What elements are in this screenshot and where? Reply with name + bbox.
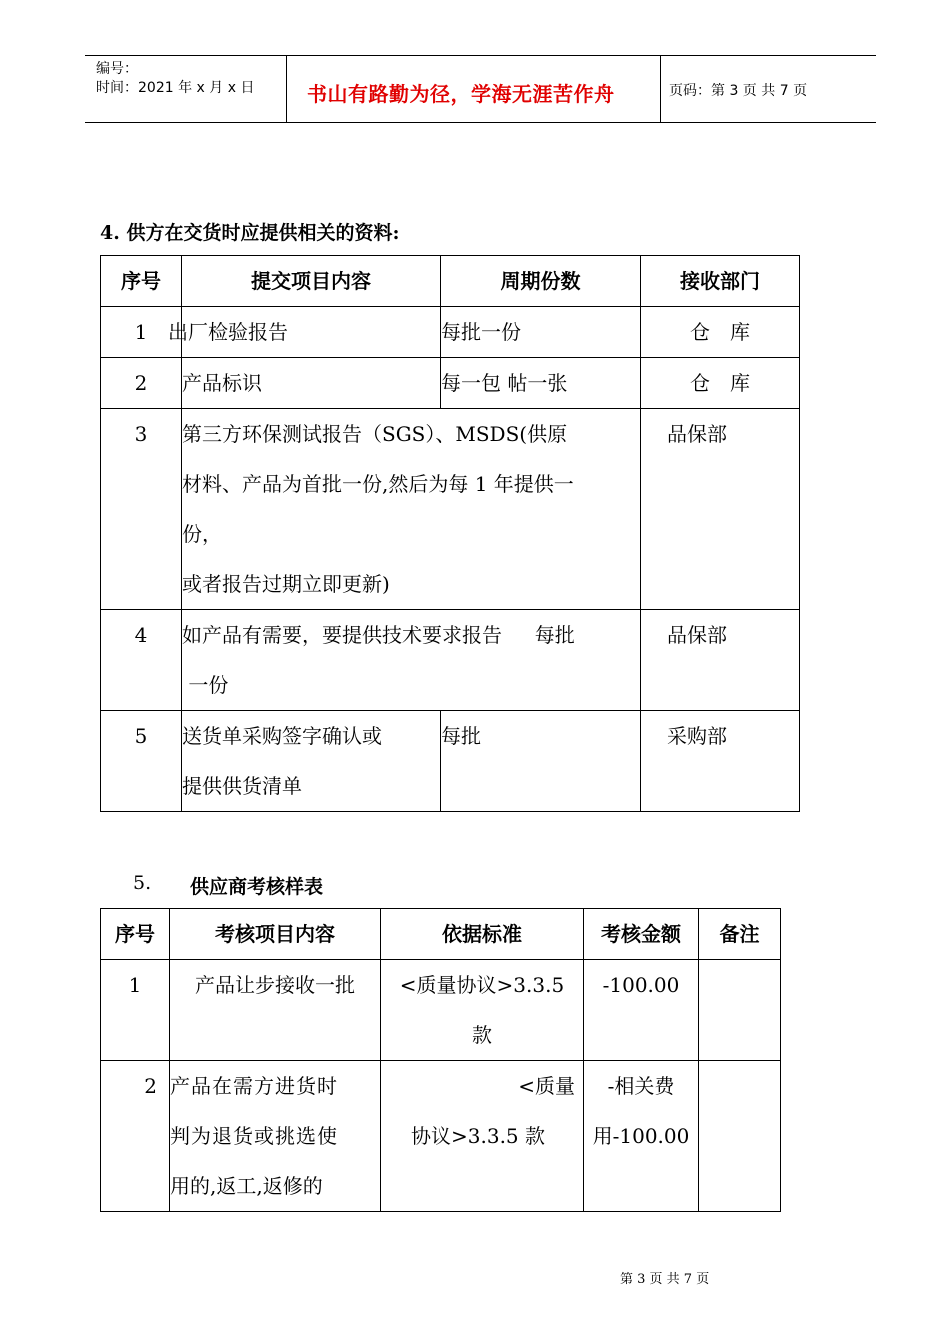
header-cell-no: 序号 — [101, 256, 182, 307]
row-period: 每批一份 — [441, 307, 641, 358]
row-item-line: 判为退货或挑选使 — [170, 1124, 338, 1148]
row-amount-line: 用-100.00 — [592, 1124, 690, 1148]
row-item-cell — [168, 307, 441, 358]
row-dept: 采购部 — [641, 711, 800, 812]
row-basis-cell — [381, 960, 584, 1061]
header-divider-right — [660, 55, 661, 123]
row-no: 4 — [101, 610, 182, 711]
row-no: 1 — [101, 307, 182, 358]
header-cell-amount: 考核金额 — [584, 909, 699, 960]
table-header-row — [101, 909, 781, 960]
row-dept: 仓 库 — [641, 358, 800, 409]
header-number-label: 编号： — [96, 61, 138, 77]
row-basis-line: <质量协议>3.3.5 — [399, 973, 565, 997]
row-item: 产品标识 — [182, 358, 441, 409]
header-page-label: 页码：第 3 页 共 7 页 — [669, 83, 808, 99]
row-basis-cell — [381, 1061, 584, 1212]
row-note — [699, 1061, 781, 1212]
row-note — [699, 960, 781, 1061]
row-item-line: 材料、产品为首批一份,然后为每 1 年提供一 — [182, 472, 574, 496]
row-dept: 品保部 — [641, 610, 800, 711]
row-no: 2 — [101, 358, 182, 409]
row-dept: 仓 库 — [641, 307, 800, 358]
header-cell-no: 序号 — [101, 909, 170, 960]
section-5-number: 5. — [133, 872, 152, 894]
row-item-line: 用的,返工,返修的 — [170, 1174, 323, 1198]
header-cell-note: 备注 — [699, 909, 781, 960]
row-amount-line: -相关费 — [607, 1074, 675, 1098]
row-item: 产品让步接收一批 — [170, 960, 381, 1061]
section-5-title: 供应商考核样表 — [190, 876, 324, 898]
row-item-line: 一份 — [182, 673, 229, 697]
row-basis-line: <质量 — [518, 1074, 575, 1098]
row-item-line: 第三方环保测试报告（SGS）、MSDS(供原 — [182, 422, 568, 446]
row-period: 每一包 帖一张 — [441, 358, 641, 409]
row-no: 1 — [101, 960, 170, 1061]
row-no: 2 — [101, 1061, 170, 1212]
header-time-label: 时间：2021 年 x 月 x 日 — [96, 80, 255, 96]
table-row — [101, 358, 800, 409]
table-row — [101, 960, 781, 1061]
header-cell-period: 周期份数 — [441, 256, 641, 307]
table-row — [101, 409, 800, 610]
row-item-line: 份， — [182, 522, 222, 546]
row-item-cell — [170, 1061, 381, 1212]
row-item: 出厂检验报告 — [168, 320, 288, 344]
table-row — [101, 711, 800, 812]
row-no: 5 — [101, 711, 182, 812]
header-divider-left — [286, 55, 287, 123]
table-row — [101, 1061, 781, 1212]
row-amount: -100.00 — [584, 960, 699, 1061]
row-period: 每批 — [441, 711, 641, 812]
row-item-line: 或者报告过期立即更新) — [182, 572, 390, 596]
header-cell-item: 考核项目内容 — [170, 909, 381, 960]
table-row — [101, 307, 800, 358]
row-basis-line: 协议>3.3.5 款 — [411, 1124, 546, 1148]
header-cell-item: 提交项目内容 — [182, 256, 441, 307]
row-item-line: 送货单采购签字确认或 — [182, 724, 382, 748]
row-item-cell — [182, 610, 641, 711]
table-header-row — [101, 256, 800, 307]
header-bottom-rule — [85, 122, 876, 123]
footer-page-number: 第 3 页 共 7 页 — [620, 1272, 710, 1287]
row-no: 3 — [101, 409, 182, 610]
row-item-cell — [182, 711, 441, 812]
section-4-title: 4. 供方在交货时应提供相关的资料: — [100, 222, 400, 244]
row-basis-line: 款 — [472, 1023, 492, 1047]
supplier-assessment-table — [100, 908, 781, 1212]
row-amount-cell — [584, 1061, 699, 1212]
row-item-line: 如产品有需要，要提供技术要求报告 每批 — [182, 623, 575, 647]
header-cell-basis: 依据标准 — [381, 909, 584, 960]
row-dept: 品保部 — [641, 409, 800, 610]
row-item-line: 提供供货清单 — [182, 774, 302, 798]
header-motto: 书山有路勤为径，学海无涯苦作舟 — [307, 82, 615, 106]
table-row — [101, 610, 800, 711]
row-item-line: 产品在需方进货时 — [170, 1074, 338, 1098]
header-top-rule — [85, 55, 876, 56]
header-cell-dept: 接收部门 — [641, 256, 800, 307]
supply-documents-table — [100, 255, 800, 812]
row-item-cell — [182, 409, 641, 610]
